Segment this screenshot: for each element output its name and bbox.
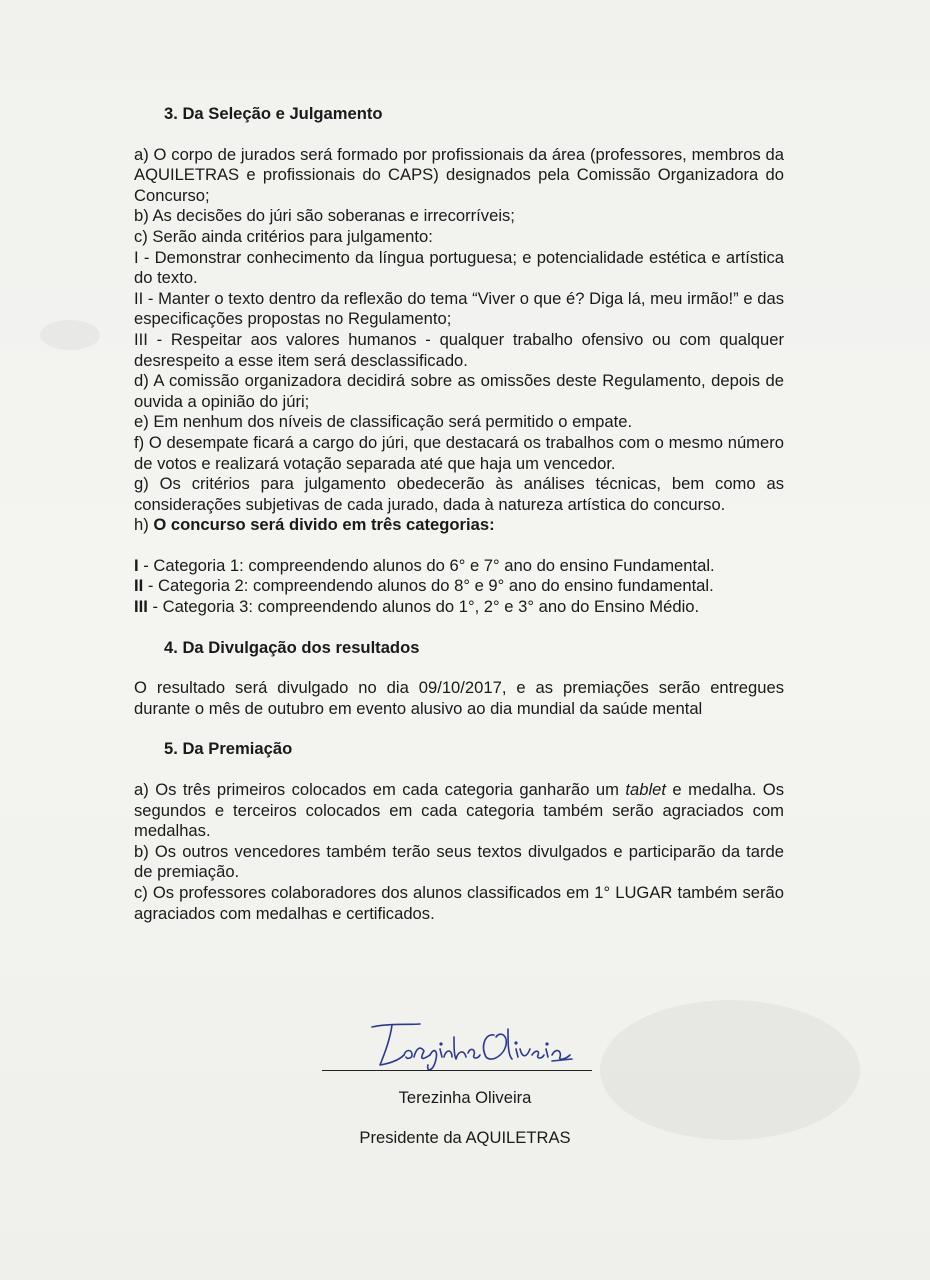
section-4-title: 4. Da Divulgação dos resultados	[164, 637, 420, 657]
scan-shadow	[40, 320, 100, 350]
section-3-criterion-ii: II - Manter o texto dentro da reflexão do tema “Viver o que é? Diga lá, meu irmão!” e das especificações propostas no Regulamento;	[134, 288, 784, 329]
scan-shadow	[600, 1000, 860, 1140]
section-3-item-f: f) O desempate ficará a cargo do júri, que destacará os trabalhos com o mesmo número de votos e realizará votação separada até que haja um vencedor.	[134, 432, 784, 473]
document-body	[134, 104, 784, 924]
signature-line	[322, 1070, 592, 1071]
signatory-role: Presidente da AQUILETRAS	[359, 1128, 571, 1147]
section-3-item-e: e) Em nenhum dos níveis de classificação será permitido o empate.	[134, 412, 633, 432]
category-2-text: - Categoria 2: compreendendo alunos do 8° e 9° ano do ensino fundamental.	[143, 576, 714, 596]
item-a-italic: tablet	[625, 780, 666, 800]
category-3-num: III	[134, 597, 148, 617]
item-a-part-2: e medalha. Os segundos e terceiros colocados em cada categoria também serão agraciados com medalhas.	[134, 780, 785, 841]
section-5-item-b: b) Os outros vencedores também terão seus textos divulgados e participarão da tarde de premiação.	[134, 841, 784, 882]
category-1-num: I	[134, 555, 139, 575]
section-3-item-a: a) O corpo de jurados será formado por profissionais da área (professores, membros da AQUILETRAS e profissionais do CAPS) designados pela Comissão Organizadora do Concurso;	[134, 144, 784, 205]
item-h-bold: O concurso será divido em três categorias:	[153, 515, 495, 535]
signatory-name: Terezinha Oliveira	[398, 1088, 532, 1107]
category-1	[134, 556, 784, 577]
section-3-item-c: c) Serão ainda critérios para julgamento:	[134, 226, 433, 246]
section-3-item-h	[134, 515, 784, 536]
section-4-text: O resultado será divulgado no dia 09/10/2017, e as premiações serão entregues durante o mês de outubro em evento alusivo ao dia mundial da saúde mental	[134, 678, 784, 718]
item-h-prefix: h)	[134, 515, 154, 535]
section-5-item-c: c) Os professores colaboradores dos alunos classificados em 1° LUGAR também serão agraciados com medalhas e certificados.	[134, 883, 784, 923]
category-3	[134, 597, 784, 618]
handwritten-signature	[320, 1015, 600, 1075]
section-5-item-a	[134, 780, 784, 842]
section-3-criterion-i: I - Demonstrar conhecimento da língua portuguesa; e potencialidade estética e artística do texto.	[134, 247, 784, 288]
item-a-part-1: a) Os três primeiros colocados em cada categoria ganharão um	[134, 780, 626, 800]
section-3-item-g: g) Os critérios para julgamento obedecerão às análises técnicas, bem como as considerações subjetivas de cada jurado, dada à natureza artística do concurso.	[134, 474, 784, 514]
category-3-text: - Categoria 3: compreendendo alunos do 1°, 2° e 3° ano do Ensino Médio.	[147, 597, 700, 617]
section-3-item-b: b) As decisões do júri são soberanas e irrecorríveis;	[134, 206, 515, 226]
section-5-title: 5. Da Premiação	[164, 739, 293, 759]
category-2-num: II	[134, 576, 144, 596]
category-1-text: - Categoria 1: compreendendo alunos do 6° e 7° ano do ensino Fundamental.	[138, 555, 715, 575]
section-3-criterion-iii: III - Respeitar aos valores humanos - qualquer trabalho ofensivo ou com qualquer desrespeito a esse item será desclassificado.	[134, 329, 784, 370]
section-3-item-d: d) A comissão organizadora decidirá sobre as omissões deste Regulamento, depois de ouvida a opinião do júri;	[134, 371, 784, 411]
section-3-title: 3. Da Seleção e Julgamento	[164, 104, 383, 123]
category-2	[134, 576, 784, 597]
